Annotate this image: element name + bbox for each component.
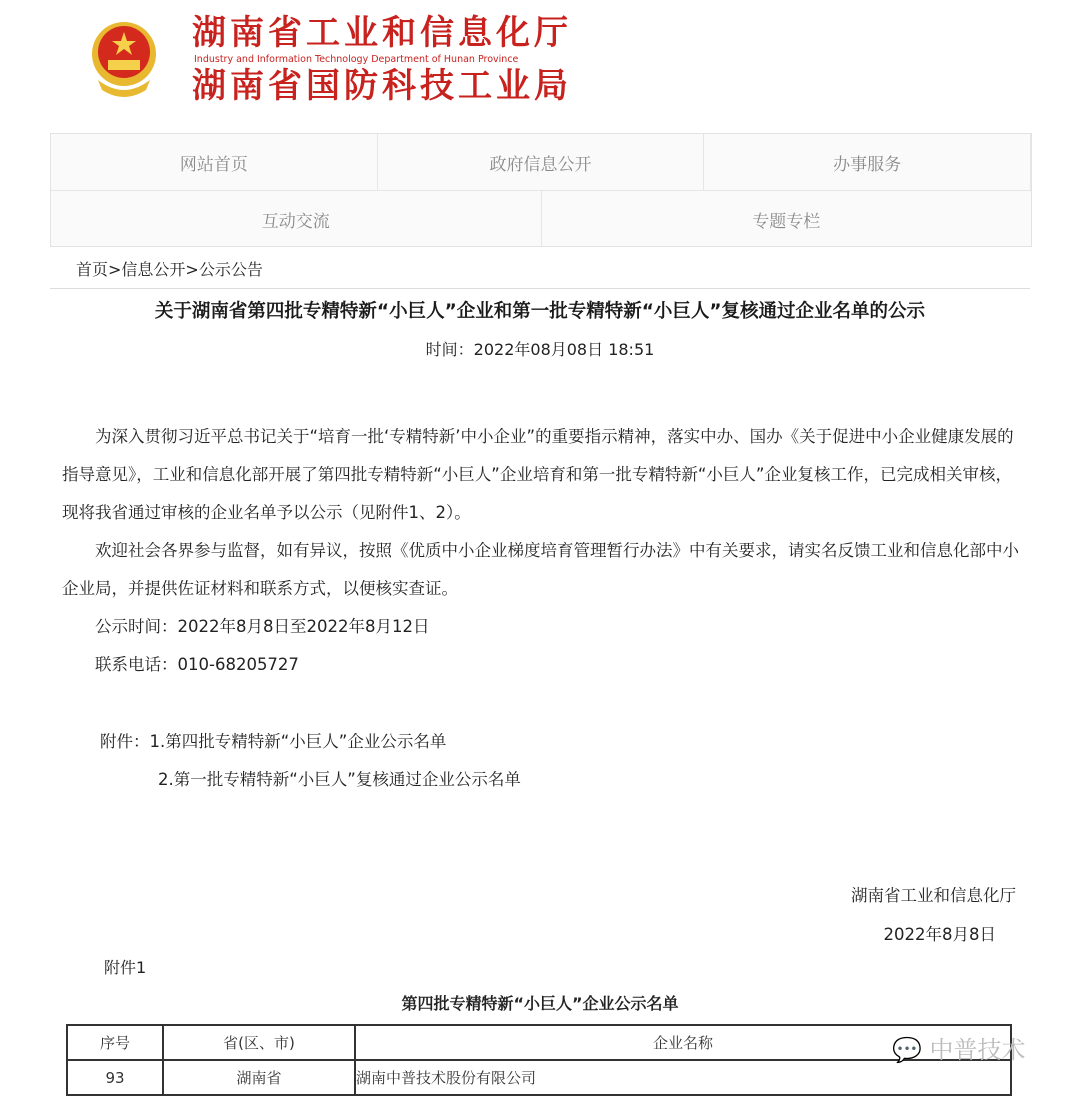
watermark <box>892 1036 1026 1064</box>
wechat-icon: 💬 <box>892 1036 922 1064</box>
cell: 湖南省 <box>163 1060 355 1095</box>
cell: 湖南中普技术股份有限公司 <box>355 1060 1011 1095</box>
attachment1-label: 附件1 <box>104 958 147 977</box>
signature <box>851 876 1016 954</box>
attachment-link[interactable]: 1.第四批专精特新“小巨人”企业公示名单 <box>149 732 447 751</box>
article-time: 时间：2022年08月08日 18:51 <box>425 340 655 359</box>
article-title: 关于湖南省第四批专精特新“小巨人”企业和第一批专精特新“小巨人”复核通过企业名单的公示 <box>154 301 926 322</box>
org-name-secondary: 湖南省国防科技工业局 <box>192 66 572 106</box>
watermark-text: 中普技术 <box>929 1036 1026 1064</box>
attachments-label: 附件： <box>100 732 150 751</box>
divider <box>50 288 1030 289</box>
table-title: 第四批专精特新“小巨人”企业公示名单 <box>401 994 679 1013</box>
paragraph: 为深入贯彻习近平总书记关于“培育一批‘专精特新’中小企业”的重要指示精神，落实中办、国办《关于促进中小企业健康发展的指导意见》，工业和信息化部开展了第四批专精特新“小巨人”企业培育和第一批专精特新“小巨人”企业复核工作，已完成相关审核，现将我省通过审核的企业名单予以公示（见附件1、2）。 <box>62 427 1014 522</box>
attachment-link[interactable]: 2.第一批专精特新“小巨人”复核通过企业公示名单 <box>158 770 521 789</box>
national-emblem-icon <box>88 20 160 98</box>
article-body <box>62 418 1022 684</box>
org-name-primary: 湖南省工业和信息化厅 <box>192 13 572 53</box>
nav-interaction[interactable]: 互动交流 <box>51 191 542 247</box>
nav-gov-info[interactable]: 政府信息公开 <box>378 134 705 190</box>
header-cell: 序号 <box>67 1025 163 1060</box>
header-cell: 企业名称 <box>355 1025 1011 1060</box>
company-list-table <box>66 1024 1012 1096</box>
paragraph: 欢迎社会各界参与监督，如有异议，按照《优质中小企业梯度培育管理暂行办法》中有关要求，请实名反馈工业和信息化部中小企业局，并提供佐证材料和联系方式，以便核实查证。 <box>62 541 1019 598</box>
breadcrumb[interactable]: 首页>信息公开>公示公告 <box>76 260 263 279</box>
org-name-english: Industry and Information Technology Department of Hunan Province <box>194 54 519 65</box>
nav-services[interactable]: 办事服务 <box>704 134 1031 190</box>
header-cell: 省(区、市) <box>163 1025 355 1060</box>
table-header-row <box>67 1025 1011 1060</box>
cell: 93 <box>67 1060 163 1095</box>
publicity-period: 公示时间：2022年8月8日至2022年8月12日 <box>95 617 430 636</box>
nav-topics[interactable]: 专题专栏 <box>752 211 821 232</box>
nav-home[interactable]: 网站首页 <box>51 134 378 190</box>
signature-org: 湖南省工业和信息化厅 <box>851 886 1016 905</box>
table-row <box>67 1060 1011 1095</box>
contact-phone: 联系电话：010-68205727 <box>95 655 299 674</box>
signature-date: 2022年8月8日 <box>883 925 996 944</box>
attachments <box>100 723 521 799</box>
main-nav <box>50 133 1032 247</box>
